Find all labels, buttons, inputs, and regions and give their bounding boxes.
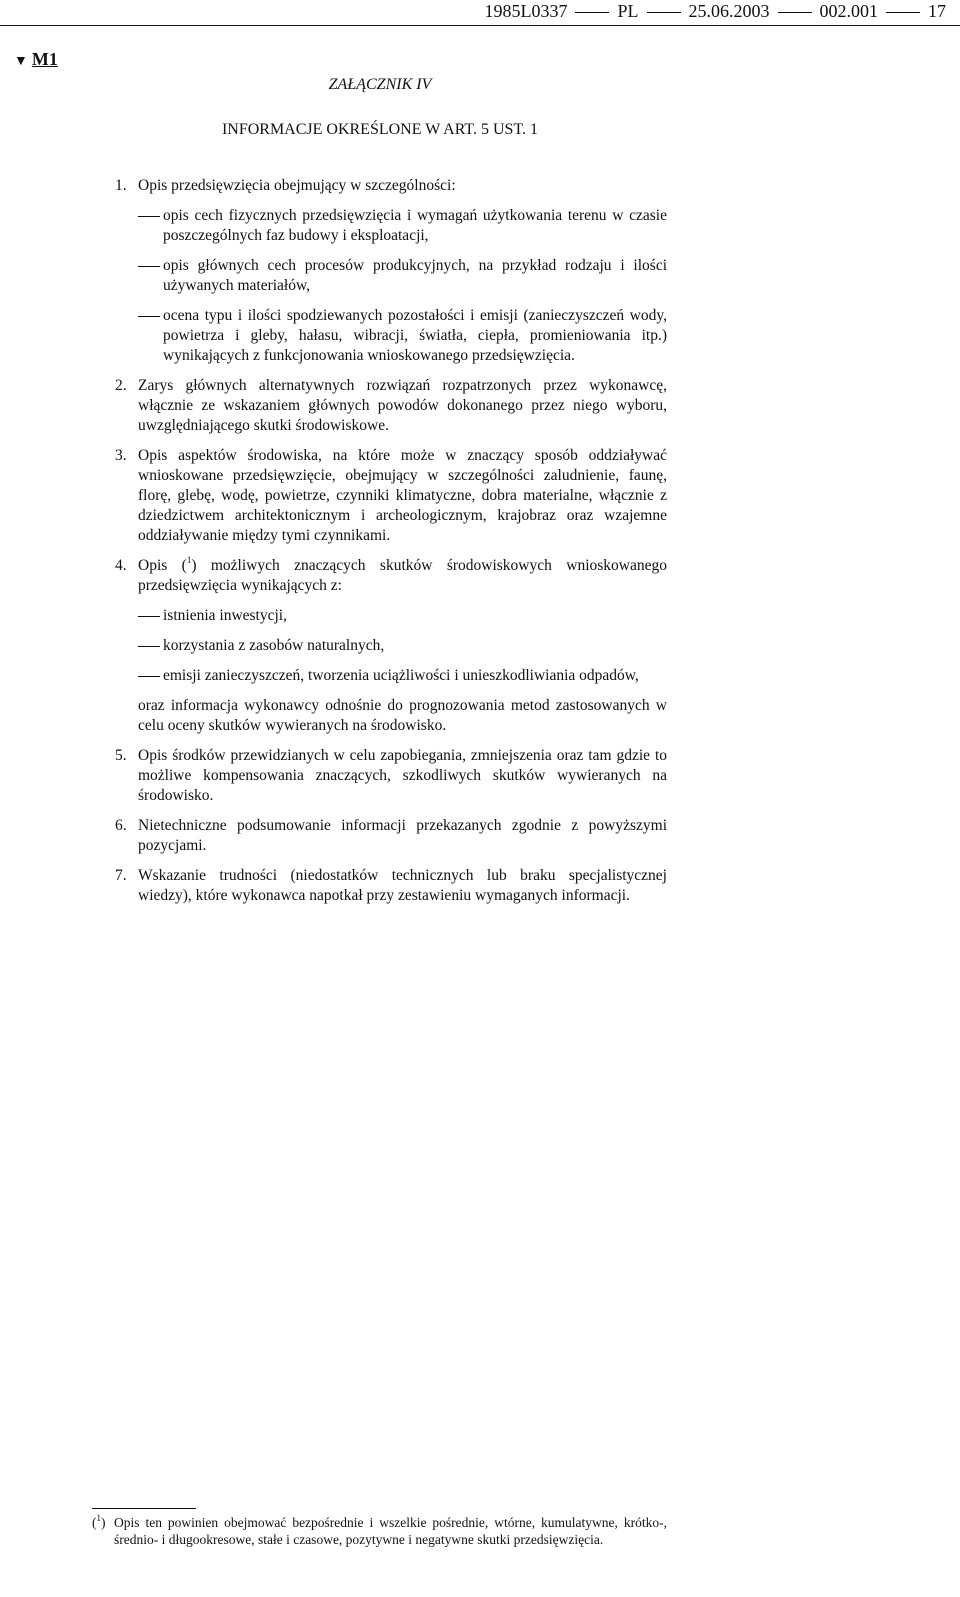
item-text: Opis aspektów środowiska, na które może w znaczący sposób oddziaływać wnioskowane przedsięwzięcie, obejmujący w szczególności zaludnienie, faunę, florę, glebę, wodę, powietrze, czynniki klimatyczne, dobra materialne, włącznie z dziedzictwem architektonicznym i archeologicznym, krajobraz oraz wzajemne oddziaływanie między tymi czynnikami. [138, 447, 667, 544]
sub-item [138, 206, 667, 246]
annex-title: ZAŁĄCZNIK IV [328, 76, 432, 93]
doc-version: 002.001 [819, 1, 878, 21]
item-text [138, 556, 667, 596]
footnote-paren: ) [101, 1515, 106, 1530]
header-dash [575, 12, 609, 13]
sub-item-text: ocena typu i ilości spodziewanych pozostałości i emisji (zanieczyszczeń wody, powietrza i gleby, hałasu, wibracji, światła, ciepła, promieniowania itp.) wynikających z funkcjonowania wnioskowanego przedsięwzięcia. [163, 307, 667, 364]
header-dash [778, 12, 812, 13]
footnote-marker [92, 1514, 106, 1531]
item-text: Wskazanie trudności (niedostatków technicznych lub braku specjalistycznej wiedzy), które wykonawca napotkał przy zestawieniu wymaganych informacji. [138, 867, 667, 904]
footnote-number: 1 [96, 1512, 101, 1523]
sub-item-text: korzystania z zasobów naturalnych, [163, 637, 385, 654]
sub-item-text: opis głównych cech procesów produkcyjnych, na przykład rodzaju i ilości używanych materiałów, [163, 257, 667, 294]
triangle-down-icon: ▼ [14, 54, 28, 69]
item-number: 4. [115, 557, 127, 574]
item-text: Nietechniczne podsumowanie informacji przekazanych zgodnie z powyższymi pozycjami. [138, 817, 667, 854]
item-text: Opis przedsięwzięcia obejmujący w szczególności: [138, 177, 456, 194]
sub-item-text: opis cech fizycznych przedsięwzięcia i wymagań użytkowania terenu w czasie poszczególnych faz budowy i eksploatacji, [163, 207, 667, 244]
item-text-part: Opis ( [138, 557, 187, 574]
footnote-paren: ( [92, 1515, 97, 1530]
item-number: 1. [115, 177, 127, 194]
dash-bullet [138, 316, 160, 317]
doc-language: PL [617, 1, 639, 21]
page-header [484, 0, 946, 22]
sub-item [138, 256, 667, 296]
page-number: 17 [928, 1, 946, 21]
item-number: 5. [115, 747, 127, 764]
item-closing-text: oraz informacja wykonawcy odnośnie do prognozowania metod zastosowanych w celu oceny skutków wywieranych na środowisko. [138, 697, 667, 734]
dash-bullet [138, 616, 160, 617]
list-item [115, 446, 667, 546]
annex-content [115, 176, 667, 916]
list-item [115, 556, 667, 736]
item-text: Zarys głównych alternatywnych rozwiązań rozpatrzonych przez wykonawcę, włącznie ze wskazaniem głównych powodów dokonanego przez niego wyboru, uwzględniającego skutki środowiskowe. [138, 377, 667, 434]
doc-date: 25.06.2003 [688, 1, 770, 21]
sub-item [138, 666, 667, 686]
dash-bullet [138, 646, 160, 647]
dash-bullet [138, 676, 160, 677]
header-dash [886, 12, 920, 13]
list-item [115, 746, 667, 806]
footnote-reference[interactable]: 1 [186, 554, 192, 565]
footnote [92, 1514, 667, 1548]
list-item [115, 816, 667, 856]
amendment-code[interactable]: M1 [31, 49, 58, 69]
doc-id: 1985L0337 [484, 1, 568, 21]
list-item [115, 866, 667, 906]
list-item [115, 176, 667, 366]
footnote-text: Opis ten powinien obejmować bezpośrednie i wszelkie pośrednie, wtórne, kumulatywne, krótko-, średnio- i długookresowe, stałe i czasowe, pozytywne i negatywne skutki przedsięwzięcia. [114, 1515, 667, 1547]
header-rule [0, 25, 960, 26]
sub-item [138, 636, 667, 656]
dash-bullet [138, 216, 160, 217]
sub-item-text: istnienia inwestycji, [163, 607, 287, 624]
footnote-rule [92, 1508, 196, 1509]
item-text: Opis środków przewidzianych w celu zapobiegania, zmniejszenia oraz tam gdzie to możliwe kompensowania znaczących, szkodliwych skutków wywieranych na środowisko. [138, 747, 667, 804]
header-dash [647, 12, 681, 13]
item-number: 6. [115, 817, 127, 834]
dash-bullet [138, 266, 160, 267]
sub-item [138, 306, 667, 366]
item-number: 7. [115, 867, 127, 884]
item-text-part: ) możliwych znaczących skutków środowiskowych wnioskowanego przedsięwzięcia wynikających z: [138, 557, 667, 594]
annex-subtitle: INFORMACJE OKREŚLONE W ART. 5 UST. 1 [221, 121, 539, 138]
item-number: 2. [115, 377, 127, 394]
amendment-marker[interactable] [14, 48, 58, 73]
sub-item-text: emisji zanieczyszczeń, tworzenia uciążliwości i unieszkodliwiania odpadów, [163, 667, 639, 684]
list-item [115, 376, 667, 436]
sub-item [138, 606, 667, 626]
item-number: 3. [115, 447, 127, 464]
